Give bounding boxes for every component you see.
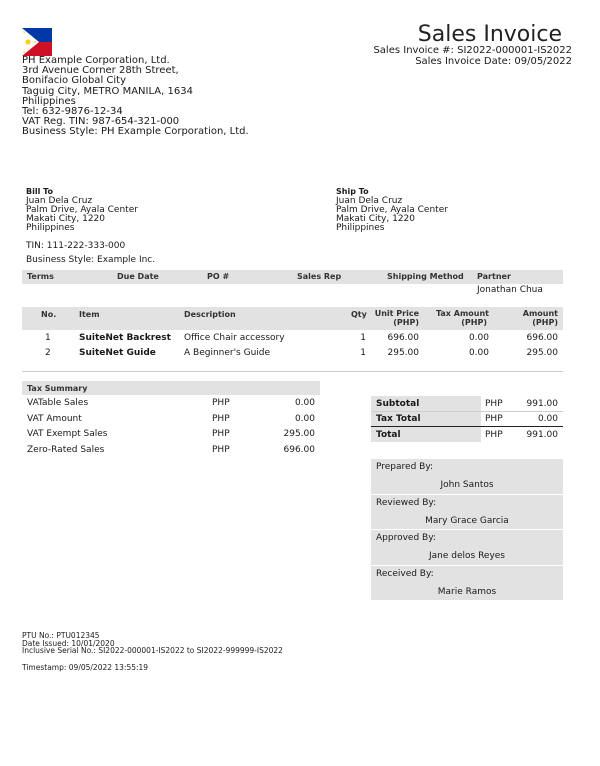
footer-timestamp: Timestamp: 09/05/2022 13:55:19 [22,663,149,672]
signatory-name: Jane delos Reyes [428,551,506,561]
signatory-approved-by [371,530,563,565]
row-qty: 1 [360,348,366,358]
ship-to-line: Juan Dela Cruz [336,196,403,206]
footer-block [22,632,283,655]
tax-summary-amount: 0.00 [294,414,315,424]
tax-summary-heading: Tax Summary [27,384,88,393]
tax-summary-amount: 0.00 [294,398,315,408]
signatory-label: Approved By: [376,533,436,543]
no-header: No. [41,310,57,319]
company-address-line: Taguig City, METRO MANILA, 1634 [22,85,193,97]
row-description: Office Chair accessory [184,333,285,343]
total-divider [371,426,563,427]
totals-divider [371,411,563,412]
description-header: Description [184,310,236,319]
signatory-label: Received By: [376,569,434,579]
tax-amount-header [428,310,489,327]
row-item: SuiteNet Backrest [79,333,171,343]
total-label: Total [376,430,401,440]
invoice-number: Sales Invoice #: SI2022-000001-IS2022 [373,45,572,56]
tax-amount-header-line: Tax Amount [435,309,489,318]
row-tax-amount: 0.00 [468,348,489,358]
company-vat-tin: VAT Reg. TIN: 987-654-321-000 [22,116,180,128]
shipping-method-header: Shipping Method [387,272,464,281]
tax-summary-label: VAT Amount [27,414,82,424]
footer-date-issued: Date Issued: 10/01/2020 [22,638,115,648]
row-item: SuiteNet Guide [79,348,156,358]
ship-to-block [336,187,448,233]
partner-header: Partner [477,272,511,281]
footer-serial: Inclusive Serial No.: SI2022-000001-IS2022 to SI2022-999999-IS2022 [22,646,283,655]
tax-total-currency: PHP [485,414,503,424]
row-description: A Beginner's Guide [184,348,271,358]
row-qty: 1 [360,333,366,343]
company-address-line: Bonifacio Global City [22,75,126,87]
tax-amount-header-currency: (PHP) [461,317,487,327]
tax-summary-amount: 696.00 [283,445,315,455]
bill-to-tin: TIN: 111-222-333-000 [26,241,126,251]
signatory-prepared-by [371,459,563,494]
signatory-label: Prepared By: [376,462,434,472]
terms-header: Terms [27,272,54,281]
ship-to-line: Palm Drive, Ayala Center [336,205,448,215]
unit-price-header-line: Unit Price [374,309,419,318]
tax-total-label: Tax Total [376,414,421,424]
amount-header-line: Amount [522,309,558,318]
company-logo-flag [22,28,52,56]
signatory-name: Mary Grace Garcia [425,516,509,526]
invoice-meta [373,46,572,67]
company-business-style: Business Style: PH Example Corporation, Ltd. [22,126,249,138]
tax-total-amount: 0.00 [537,414,558,424]
unit-price-header [372,310,419,327]
row-unit-price: 696.00 [387,333,419,343]
ship-to-heading: Ship To [336,187,369,196]
tax-summary-label: Zero-Rated Sales [27,445,105,455]
document-title: Sales Invoice [417,22,562,47]
signatory-received-by [371,566,563,600]
row-amount: 295.00 [526,348,558,358]
tax-summary-currency: PHP [212,414,230,424]
row-tax-amount: 0.00 [468,333,489,343]
tax-summary-label: VAT Exempt Sales [27,429,108,439]
subtotal-amount: 991.00 [526,399,558,409]
company-country: Philippines [22,95,76,107]
ship-to-line: Makati City, 1220 [336,214,416,224]
bill-to-business-style: Business Style: Example Inc. [26,255,156,265]
signatory-reviewed-by [371,495,563,529]
tax-summary-amount: 295.00 [283,429,315,439]
bill-to-line: Philippines [26,223,75,233]
total-amount: 991.00 [526,430,558,440]
company-address [22,56,249,138]
company-tel: Tel: 632-9876-12-34 [22,106,123,118]
tax-summary-currency: PHP [212,398,230,408]
footer-ptu: PTU No.: PTU012345 [22,631,100,640]
amount-header [508,310,558,327]
bill-to-line: Makati City, 1220 [26,214,106,224]
bill-to-line: Juan Dela Cruz [26,196,93,206]
signatory-label: Reviewed By: [376,498,437,508]
company-address-line: 3rd Avenue Corner 28th Street, [22,65,179,77]
total-currency: PHP [485,430,503,440]
unit-price-header-currency: (PHP) [393,317,419,327]
signatory-name: John Santos [440,480,494,490]
partner-value: Jonathan Chua [477,285,543,295]
item-header: Item [79,310,100,319]
bill-to-block [26,187,155,265]
signatory-name: Marie Ramos [437,587,497,597]
qty-header: Qty [351,310,367,319]
tax-summary-label: VATable Sales [27,398,89,408]
row-no: 1 [45,333,51,343]
tax-summary-currency: PHP [212,445,230,455]
bill-to-line: Palm Drive, Ayala Center [26,205,138,215]
row-no: 2 [45,348,51,358]
ship-to-line: Philippines [336,223,385,233]
bill-to-heading: Bill To [26,187,53,196]
sales-rep-header: Sales Rep [297,272,342,281]
row-unit-price: 295.00 [387,348,419,358]
subtotal-currency: PHP [485,399,503,409]
amount-header-currency: (PHP) [532,317,558,327]
po-number-header: PO # [207,272,230,281]
subtotal-label: Subtotal [376,399,420,409]
invoice-date: Sales Invoice Date: 09/05/2022 [415,55,572,67]
company-name: PH Example Corporation, Ltd. [22,55,170,66]
row-amount: 696.00 [526,333,558,343]
items-divider [22,371,563,372]
due-date-header: Due Date [117,272,159,281]
tax-summary-currency: PHP [212,429,230,439]
